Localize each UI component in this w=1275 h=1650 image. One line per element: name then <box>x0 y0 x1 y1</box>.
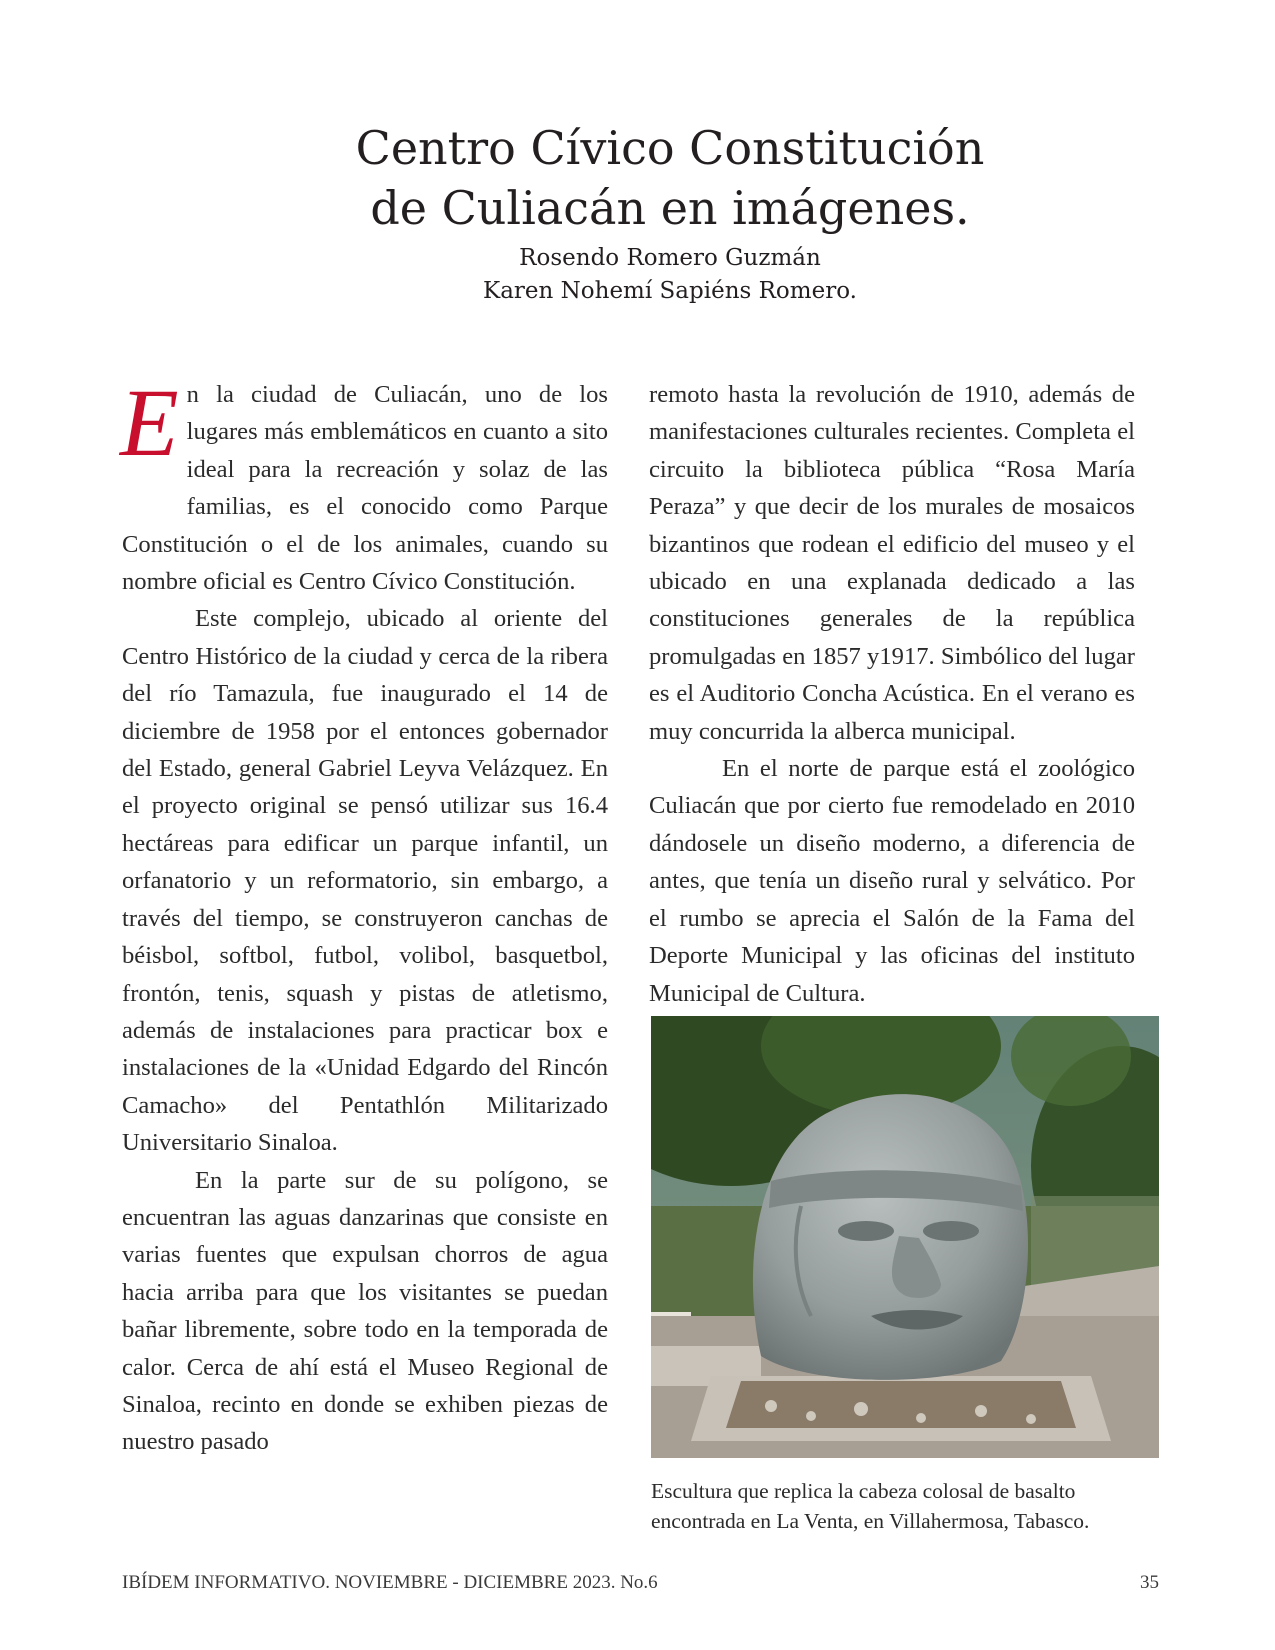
paragraph-2: Este complejo, ubicado al oriente del Centro Histórico de la ciudad y cerca de la ribera del río Tamazula, fue inaugurado el 14 de diciembre de 1958 por el entonces gobernador del Estado, general Gabriel Leyva Velázquez. En el proyecto original se pensó utilizar sus 16.4 hectáreas para edificar un parque infantil, un orfanatorio y un reformatorio, sin embargo, a través del tiempo, se construyeron canchas de béisbol, softbol, futbol, volibol, basquetbol, frontón, tenis, squash y pistas de atletismo, además de instalaciones para practicar box e instalaciones de la «Unidad Edgardo del Rincón Camacho» del Pentathlón Militarizado Universitario Sinaloa. <box>122 605 608 1157</box>
author-2: Karen Nohemí Sapiéns Romero. <box>483 278 857 304</box>
title-line-2: de Culiacán en imágenes. <box>370 181 970 235</box>
paragraph-1 <box>120 369 608 600</box>
paragraph-4: En el norte de parque está el zoológico Culiacán que por cierto fue remodelado en 2010 dándosele un diseño moderno, a diferencia de antes, que tenía un diseño rural y selvático. Por el rumbo se aprecia el Salón de la Fama del Deporte Municipal y las oficinas del instituto Municipal de Cultura. <box>649 755 1135 1007</box>
paragraph-1-text: n la ciudad de Culiacán, uno de los lugares más emblemáticos en cuanto a sito ideal para la recreación y solaz de las familias, es el conocido como Parque Constitución o el de los animales, cuando su nombre oficial es Centro Cívico Constitución. <box>122 381 608 596</box>
olmec-head-illustration <box>651 1016 1159 1458</box>
article-title <box>320 118 1020 238</box>
caption-line-1: Escultura que replica la cabeza colosal de basalto <box>651 1479 1076 1503</box>
author-1: Rosendo Romero Guzmán <box>519 245 821 271</box>
journal-info: IBÍDEM INFORMATIVO. NOVIEMBRE - DICIEMBRE 2023. No.6 <box>122 1572 658 1593</box>
paragraph-3: En la parte sur de su polígono, se encuentran las aguas danzarinas que consiste en varias fuentes que expulsan chorros de agua hacia arriba para que los visitantes se puedan bañar libremente, sobre todo en la temporada de calor. Cerca de ahí está el Museo Regional de Sinaloa, recinto en donde se exhiben piezas de nuestro pasado <box>122 1166 608 1456</box>
page-footer <box>122 1572 1159 1602</box>
drop-cap: E <box>120 369 179 476</box>
left-column <box>120 369 608 1461</box>
photo-caption <box>651 1476 1171 1536</box>
paragraph-3-continued: remoto hasta la revolución de 1910, además de manifestaciones culturales recientes. Completa el circuito la biblioteca pública “Rosa María Peraza” y que decir de los murales de mosaicos bizantinos que rodean el edificio del museo y el ubicado en una explanada dedicado a las constituciones generales de la república promulgadas en 1857 y1917. Simbólico del lugar es el Auditorio Concha Acústica. En el verano es muy concurrida la alberca municipal. <box>649 381 1135 745</box>
right-column <box>649 376 1135 1012</box>
olmec-head-photo <box>651 1016 1159 1458</box>
author-list <box>420 242 920 308</box>
page-number: 35 <box>1140 1572 1159 1593</box>
caption-line-2: encontrada en La Venta, en Villahermosa, Tabasco. <box>651 1509 1090 1533</box>
title-line-1: Centro Cívico Constitución <box>355 121 985 175</box>
